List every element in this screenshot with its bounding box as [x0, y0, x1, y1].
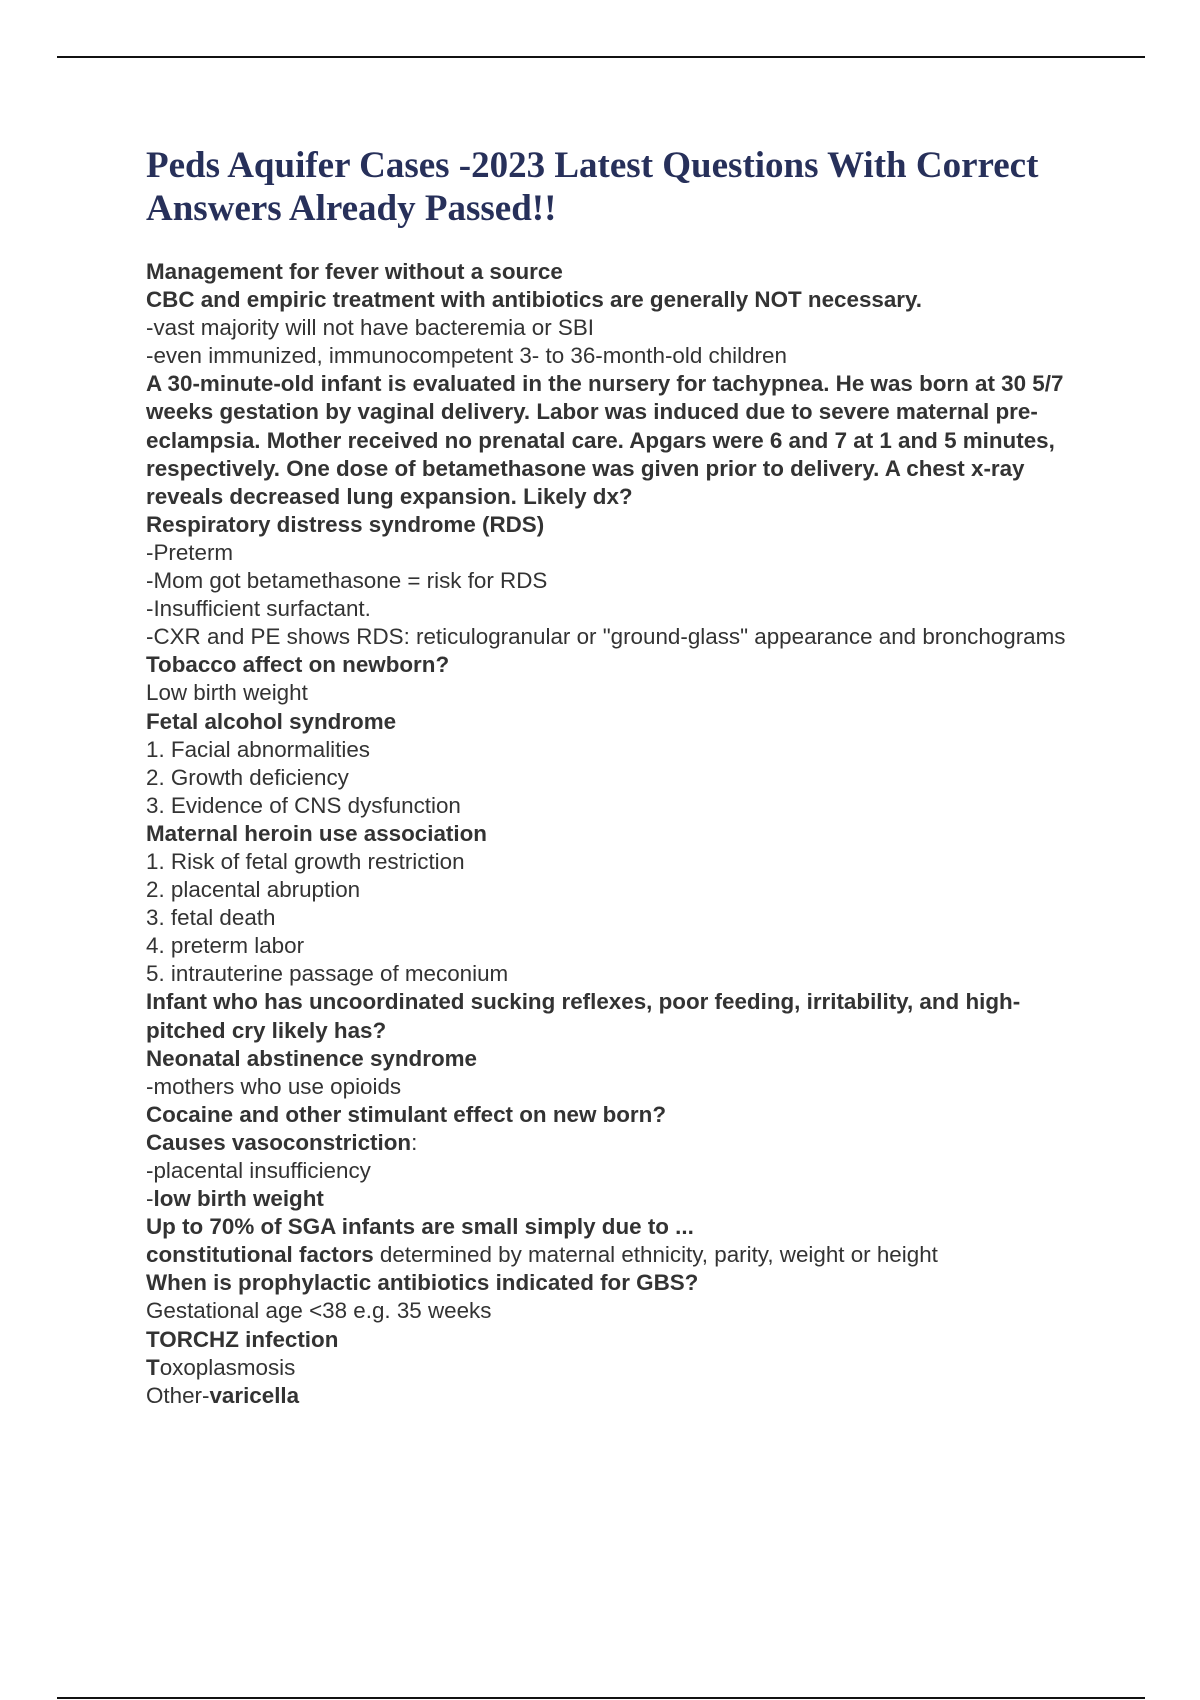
answer-line: 1. Facial abnormalities	[146, 736, 371, 762]
vasoconstriction-bold: Causes vasoconstriction	[146, 1129, 412, 1155]
answer-line: -mothers who use opioids	[146, 1073, 402, 1099]
answer-line: -even immunized, immunocompetent 3- to 36-month-old children	[146, 343, 787, 369]
header-rule	[57, 56, 1145, 58]
question-line: CBC and empiric treatment with antibiotics are generally NOT necessary.	[146, 287, 923, 313]
footer-rule	[57, 1697, 1145, 1699]
question-line: Neonatal abstinence syndrome	[146, 1045, 477, 1071]
gbs-question: When is prophylactic antibiotics indicated for GBS?	[146, 1270, 699, 1296]
vasoconstriction-line	[146, 1129, 1094, 1157]
low-birth-weight-line	[146, 1185, 1094, 1213]
constitutional-bold: constitutional factors	[146, 1242, 374, 1268]
document-title: Peds Aquifer Cases -2023 Latest Questions With Correct Answers Already Passed!!	[146, 145, 1039, 229]
question-line: Maternal heroin use association	[146, 820, 487, 846]
low-birth-weight-bold: low birth weight	[153, 1186, 324, 1212]
answer-line: 3. fetal death	[146, 905, 276, 931]
answer-line: Low birth weight	[146, 680, 308, 706]
question-line: Fetal alcohol syndrome	[146, 708, 397, 734]
answer-line: 2. placental abruption	[146, 877, 361, 903]
answer-line: -Insufficient surfactant.	[146, 596, 371, 622]
document-body	[146, 258, 1094, 1410]
other-line	[146, 1382, 1094, 1410]
answer-line: 1. Risk of fetal growth restriction	[146, 848, 465, 874]
answer-line: 5. intrauterine passage of meconium	[146, 961, 509, 987]
other-bold: varicella	[209, 1382, 300, 1408]
toxoplasmosis-line	[146, 1354, 1094, 1382]
answer-line: -Preterm	[146, 539, 234, 565]
question-line: Respiratory distress syndrome (RDS)	[146, 511, 545, 537]
constitutional-rest: determined by maternal ethnicity, parity, weight or height	[373, 1242, 938, 1268]
answer-line: -Mom got betamethasone = risk for RDS	[146, 568, 548, 594]
vasoconstriction-rest: :	[411, 1129, 418, 1155]
answer-line: -CXR and PE shows RDS: reticulogranular or "ground-glass" appearance and bronchograms	[146, 624, 1066, 650]
question-line: Tobacco affect on newborn?	[146, 652, 450, 678]
question-line: Management for fever without a source	[146, 259, 563, 284]
low-birth-weight-dash: -	[146, 1186, 154, 1212]
answer-line: -vast majority will not have bacteremia or SBI	[146, 315, 594, 341]
answer-line: 4. preterm labor	[146, 933, 305, 959]
answer-line: 2. Growth deficiency	[146, 764, 349, 790]
other-plain: Other-	[146, 1382, 210, 1408]
question-line: Infant who has uncoordinated sucking reflexes, poor feeding, irritability, and high-pitched cry likely has?	[146, 989, 1021, 1043]
question-line: A 30-minute-old infant is evaluated in the nursery for tachypnea. He was born at 30 5/7 weeks gestation by vaginal delivery. Labor was induced due to severe maternal pre-eclampsia. Mother received no prenatal care. Apgars were 6 and 7 at 1 and 5 minutes, respectively. One dose of betamethasone was given prior to delivery. A chest x-ray reveals decreased lung expansion. Likely dx?	[146, 371, 1064, 509]
placental-insufficiency-line: -placental insufficiency	[146, 1158, 371, 1183]
answer-line: 3. Evidence of CNS dysfunction	[146, 792, 461, 818]
torchz-heading: TORCHZ infection	[146, 1326, 339, 1352]
qa-lines	[146, 258, 1094, 1129]
gbs-answer: Gestational age <38 e.g. 35 weeks	[146, 1298, 492, 1324]
sga-question: Up to 70% of SGA infants are small simply due to ...	[146, 1214, 694, 1240]
question-line: Cocaine and other stimulant effect on new born?	[146, 1101, 667, 1127]
toxoplasmosis-rest: oxoplasmosis	[159, 1354, 296, 1380]
constitutional-line	[146, 1241, 1094, 1269]
toxoplasmosis-bold: T	[146, 1354, 160, 1380]
